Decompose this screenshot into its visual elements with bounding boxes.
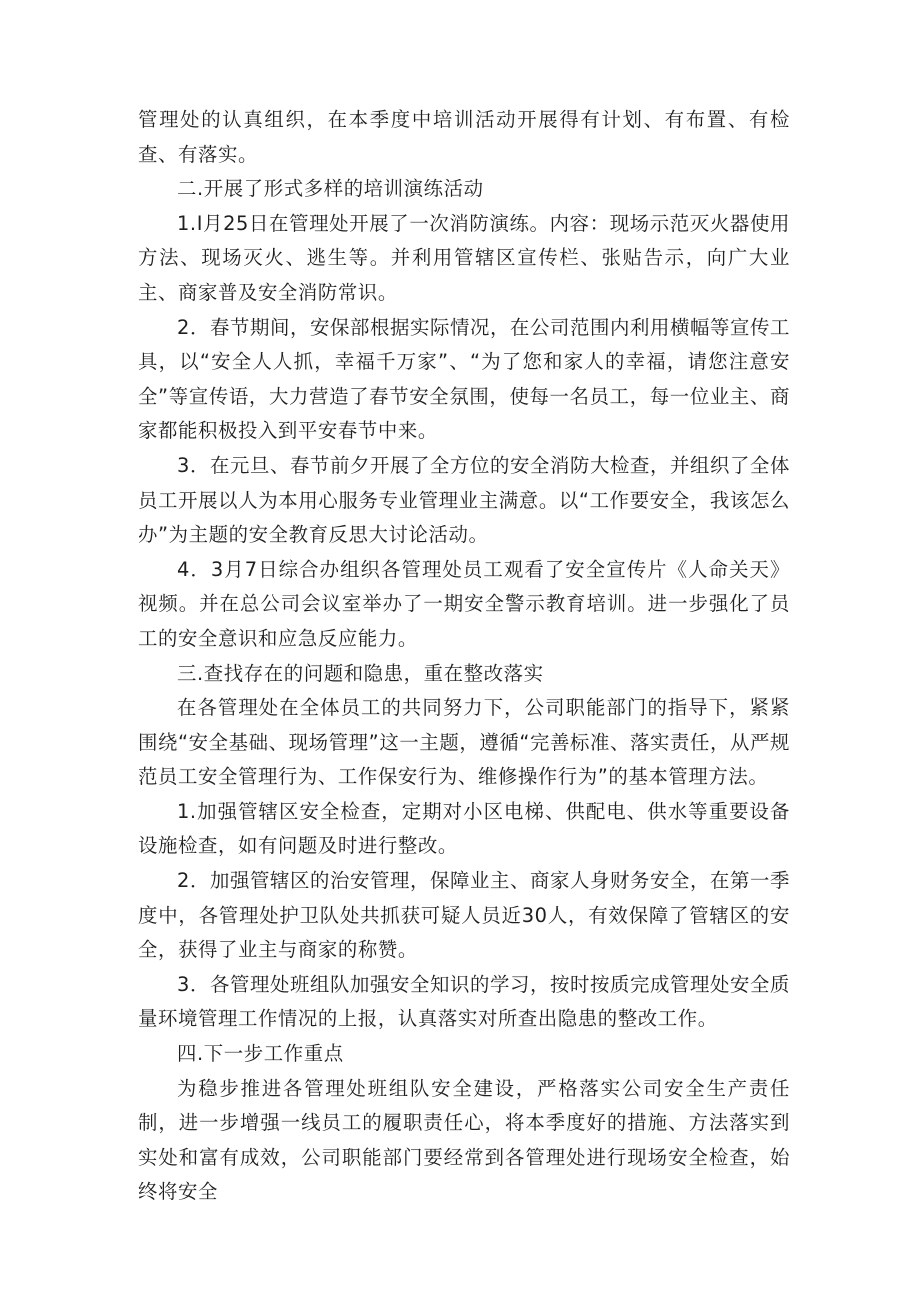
- section-heading-3: 三.查找存在的问题和隐患，重在整改落实: [177, 661, 544, 685]
- section-heading-4: 四.下一步工作重点: [177, 1042, 344, 1066]
- paragraph: 3．在元旦、春节前夕开展了全方位的安全消防大检查，并组织了全体员工开展以人为本用心服务专业管理业主满意。以“工作要安全，我该怎么办”为主题的安全教育反思大讨论活动。: [138, 453, 790, 547]
- paragraph: 在各管理处在全体员工的共同努力下，公司职能部门的指导下，紧紧围绕“安全基础、现场管理”这一主题，遵循“完善标准、落实责任，从严规范员工安全管理行为、工作保安行为、维修操作行为”的基本管理方法。: [138, 696, 790, 789]
- paragraph: 管理处的认真组织，在本季度中培训活动开展得有计划、有布置、有检查、有落实。: [138, 108, 790, 166]
- document-body: [138, 103, 790, 1210]
- section-heading-2: 二.开展了形式多样的培训演练活动: [177, 177, 484, 201]
- paragraph: 2．春节期间，安保部根据实际情况，在公司范围内利用横幅等宣传工具，以“安全人人抓，幸福千万家”、“为了您和家人的幸福，请您注意安全”等宣传语，大力营造了春节安全氛围，使每一名员工，每一位业主、商家都能积极投入到平安春节中来。: [138, 315, 790, 443]
- paragraph: 1.I月25日在管理处开展了一次消防演练。内容：现场示范灭火器使用方法、现场灭火、逃生等。并利用管辖区宣传栏、张贴告示，向广大业主、商家普及安全消防常识。: [138, 211, 790, 304]
- paragraph: 3．各管理处班组队加强安全知识的学习，按时按质完成管理处安全质量环境管理工作情况的上报，认真落实对所查出隐患的整改工作。: [138, 972, 790, 1031]
- paragraph: 1.加强管辖区安全检查，定期对小区电梯、供配电、供水等重要设备设施检查，如有问题及时进行整改。: [138, 799, 790, 858]
- paragraph: 4．3月7日综合办组织各管理处员工观看了安全宣传片《人命关天》视频。并在总公司会议室举办了一期安全警示教育培训。进一步强化了员工的安全意识和应急反应能力。: [138, 557, 790, 650]
- paragraph: 为稳步推进各管理处班组队安全建设，严格落实公司安全生产责任制，进一步增强一线员工的履职责任心，将本季度好的措施、方法落实到实处和富有成效，公司职能部门要经常到各管理处进行现场安全检查，始终将安全: [138, 1076, 790, 1204]
- paragraph: 2．加强管辖区的治安管理，保障业主、商家人身财务安全，在第一季度中，各管理处护卫队处共抓获可疑人员近30人，有效保障了管辖区的安全，获得了业主与商家的称赞。: [138, 869, 790, 962]
